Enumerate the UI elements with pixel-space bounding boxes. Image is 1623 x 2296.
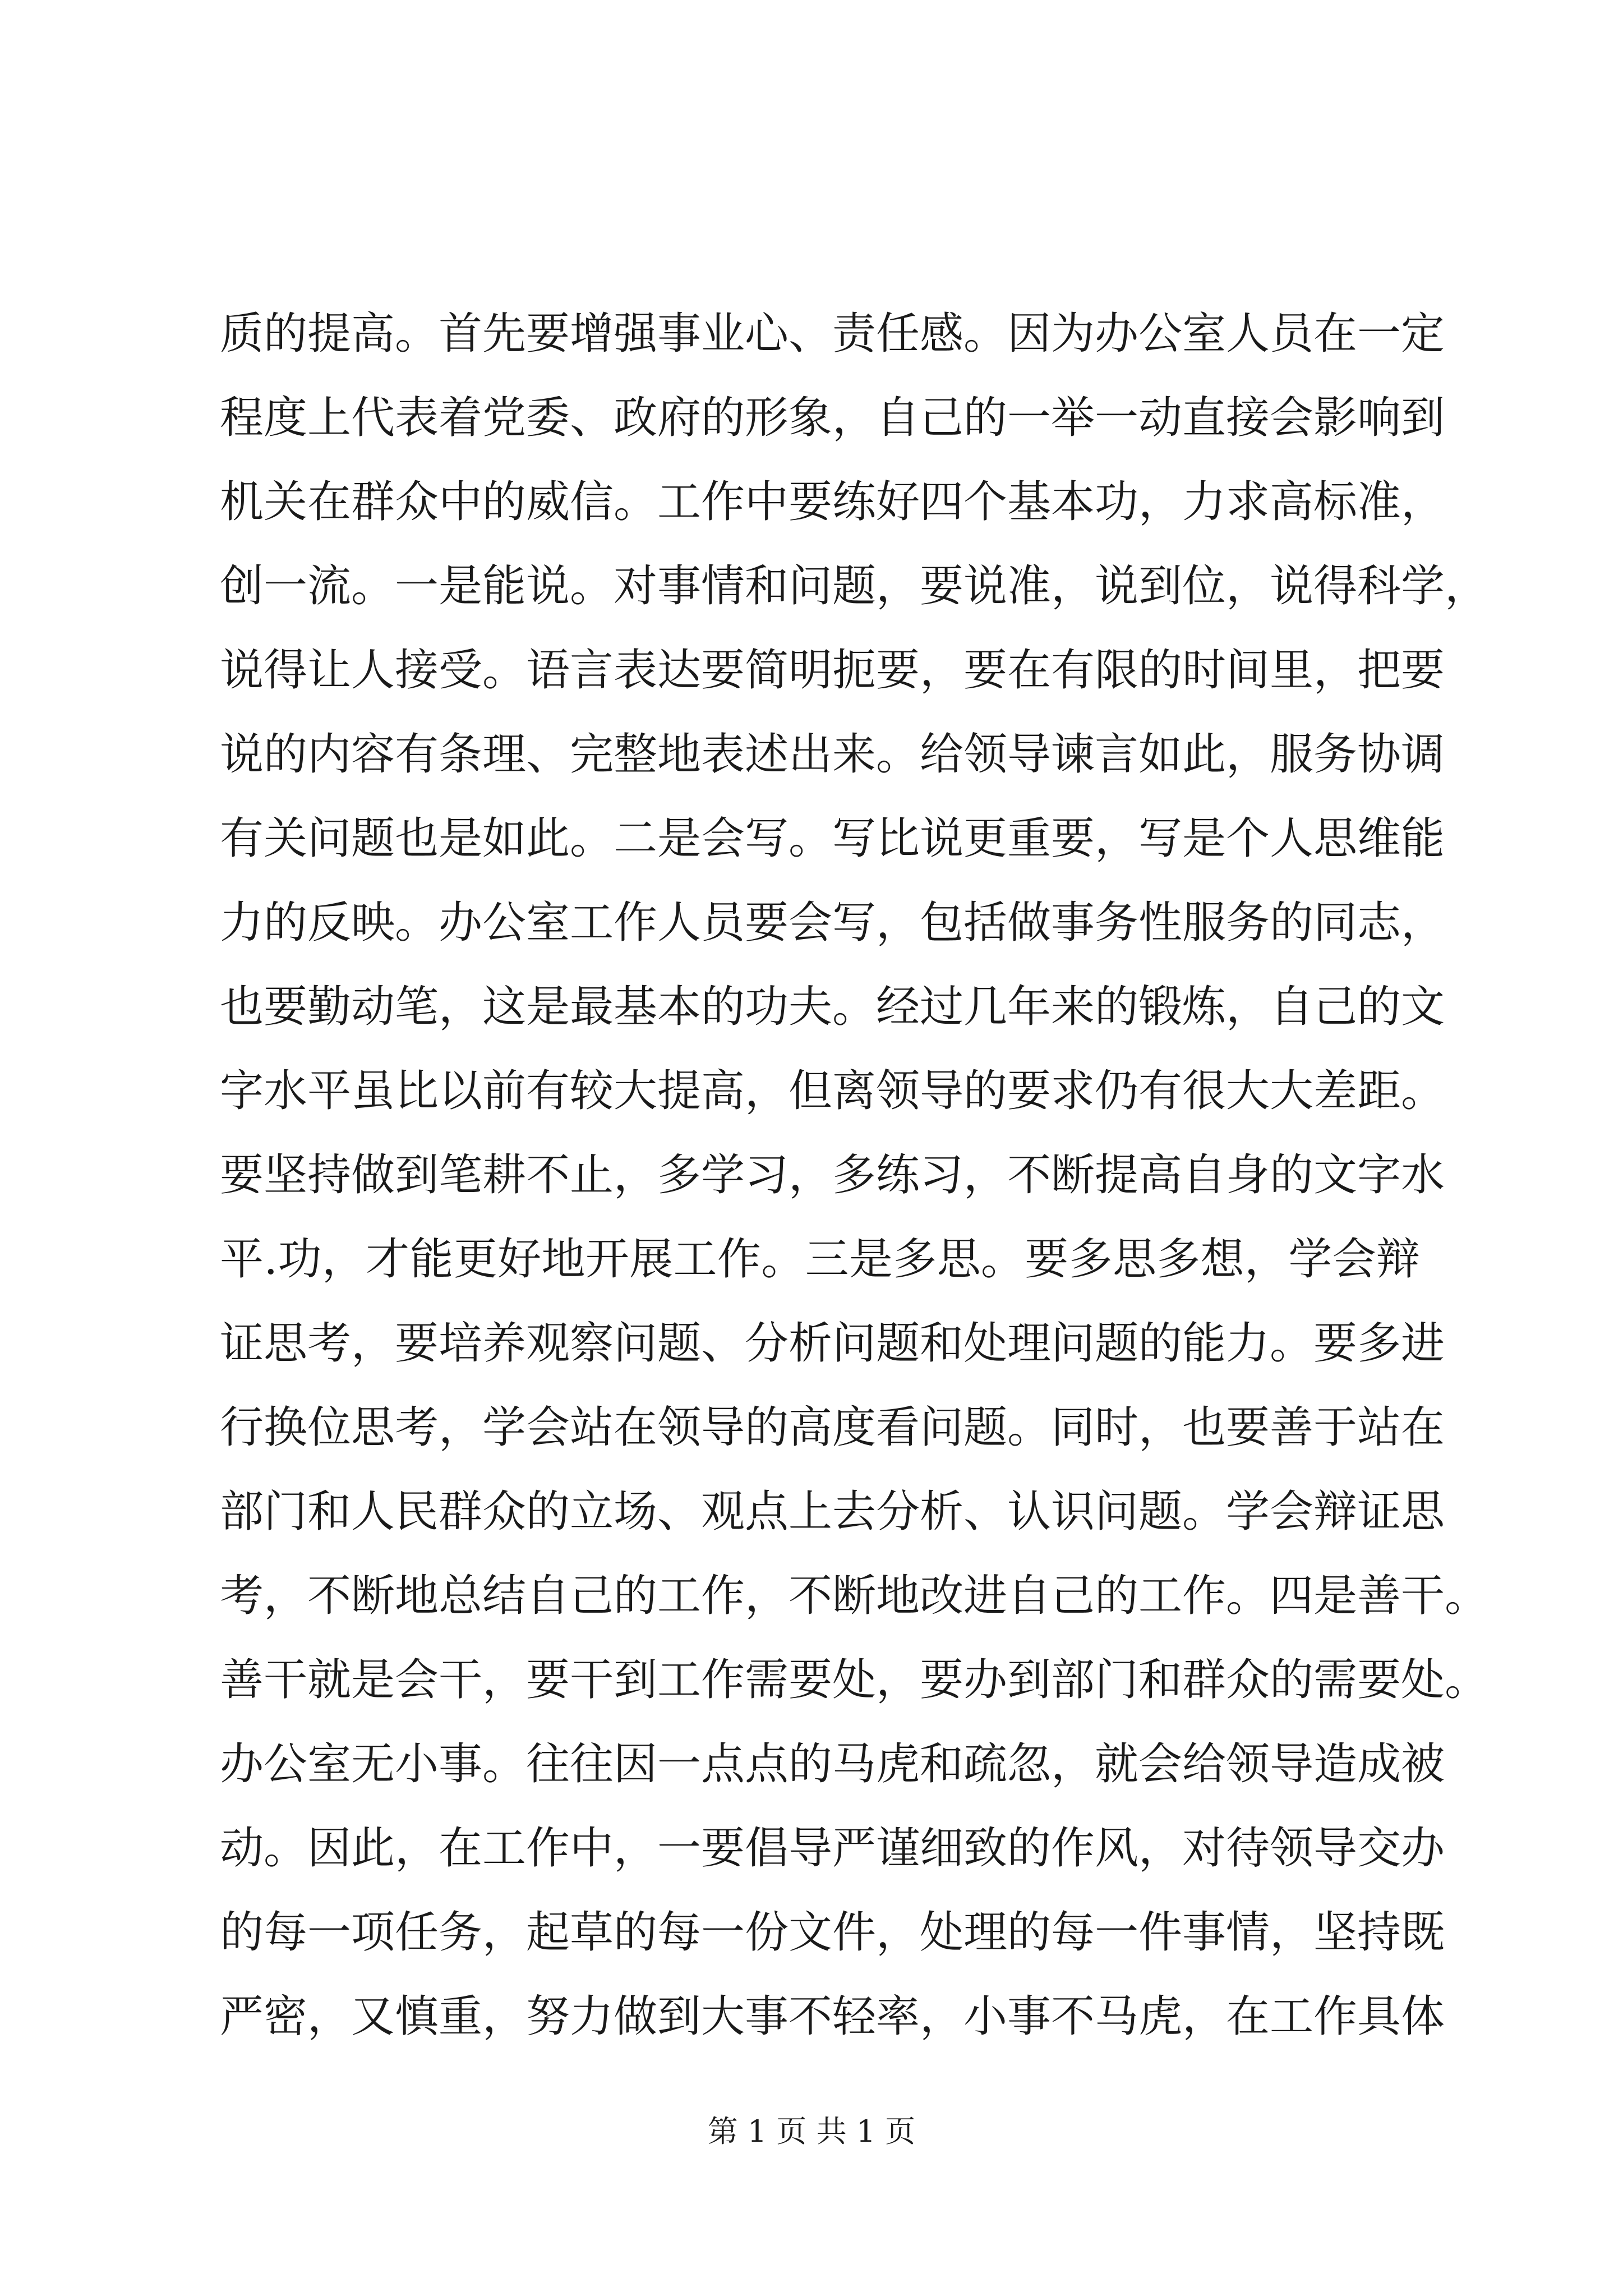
text-line: 部门和人民群众的立场、观点上去分析、认识问题。学会辩证思: [220, 1487, 1445, 1537]
text-line: 平.功，才能更好地开展工作。三是多思。要多思多想，学会辩: [220, 1234, 1420, 1285]
text-line: 程度上代表着党委、政府的形象，自己的一举一动直接会影响到: [220, 393, 1445, 443]
text-line: 也要勤动笔，这是最基本的功夫。经过几年来的锻炼，自己的文: [220, 982, 1445, 1032]
text-line: 有关问题也是如此。二是会写。写比说更重要，写是个人思维能: [220, 813, 1445, 864]
text-line: 说得让人接受。语言表达要简明扼要，要在有限的时间里，把要: [220, 645, 1445, 696]
text-line: 要坚持做到笔耕不止，多学习，多练习，不断提高自身的文字水: [220, 1150, 1445, 1200]
text-line: 机关在群众中的威信。工作中要练好四个基本功，力求高标准，: [220, 477, 1445, 527]
text-line: 力的反映。办公室工作人员要会写，包括做事务性服务的同志，: [220, 898, 1445, 948]
text-line: 行换位思考，学会站在领导的高度看问题。同时，也要善于站在: [220, 1402, 1445, 1453]
text-line: 动。因此，在工作中，一要倡导严谨细致的作风，对待领导交办: [220, 1823, 1445, 1874]
text-line: 字水平虽比以前有较大提高，但离领导的要求仍有很大大差距。: [220, 1066, 1445, 1116]
text-line: 考，不断地总结自己的工作，不断地改进自己的工作。四是善干。: [220, 1571, 1489, 1621]
page-footer: 第 1 页 共 1 页: [707, 2114, 916, 2149]
text-line: 创一流。一是能说。对事情和问题，要说准，说到位，说得科学，: [220, 561, 1489, 611]
text-line: 办公室无小事。往往因一点点的马虎和疏忽，就会给领导造成被: [220, 1739, 1445, 1789]
text-line: 质的提高。首先要增强事业心、责任感。因为办公室人员在一定: [220, 309, 1445, 359]
text-line: 严密，又慎重，努力做到大事不轻率，小事不马虎，在工作具体: [220, 1991, 1445, 2042]
body-text: [220, 292, 1489, 2059]
text-line: 证思考，要培养观察问题、分析问题和处理问题的能力。要多进: [220, 1318, 1445, 1369]
text-line: 说的内容有条理、完整地表述出来。给领导谏言如此，服务协调: [220, 729, 1445, 780]
text-line: 的每一项任务，起草的每一份文件，处理的每一件事情，坚持既: [220, 1907, 1445, 1958]
text-line: 善干就是会干，要干到工作需要处，要办到部门和群众的需要处。: [220, 1655, 1489, 1705]
